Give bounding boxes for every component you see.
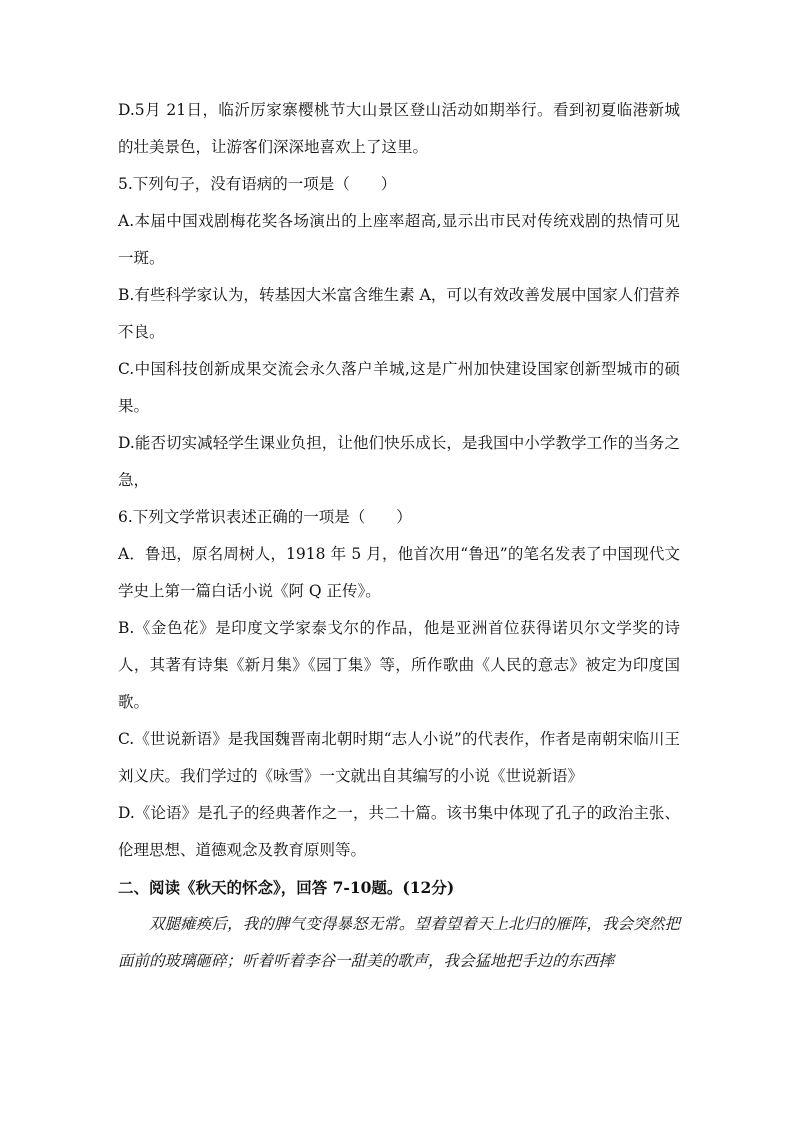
question-6: 6.下列文学常识表述正确的一项是（ ） bbox=[118, 508, 412, 526]
option-d-q5: D.能否切实减轻学生课业负担，让他们快乐成长，是我国中小学教学工作的当务之急， bbox=[118, 434, 680, 489]
option-b-q5: B.有些科学家认为，转基因大米富含维生素 A，可以有效改善发展中国家人们营养不良。 bbox=[118, 286, 680, 341]
question-5: 5.下列句子，没有语病的一项是（ ） bbox=[118, 175, 397, 193]
option-d-q4: D.5月 21日，临沂厉家寨樱桃节大山景区登山活动如期举行。看到初夏临港新城的壮美景色，让游客们深深地喜欢上了这里。 bbox=[118, 101, 680, 156]
option-c-q5: C.中国科技创新成果交流会永久落户羊城,这是广州加快建设国家创新型城市的硕果。 bbox=[118, 360, 680, 415]
reading-excerpt: 双腿瘫痪后，我的脾气变得暴怒无常。望着望着天上北归的雁阵，我会突然把面前的玻璃砸碎；听着听着李谷一甜美的歌声，我会猛地把手边的东西摔 bbox=[118, 915, 680, 970]
option-a-q5: A.本届中国戏剧梅花奖各场演出的上座率超高,显示出市民对传统戏剧的热情可见一斑。 bbox=[118, 212, 680, 267]
option-b-q6: B.《金色花》是印度文学家泰戈尔的作品，他是亚洲首位获得诺贝尔文学奖的诗人，其著有诗集《新月集》《园丁集》等，所作歌曲《人民的意志》被定为印度国歌。 bbox=[118, 619, 680, 711]
document-page bbox=[118, 92, 680, 980]
option-a-q6: A．鲁迅，原名周树人，1918 年 5 月，他首次用“鲁迅”的笔名发表了中国现代文学史上第一篇白话小说《阿 Q 正传》。 bbox=[118, 545, 680, 600]
section-heading: 二、阅读《秋天的怀念》，回答 7-10题。(12分) bbox=[118, 878, 455, 897]
option-d-q6: D.《论语》是孔子的经典著作之一，共二十篇。该书集中体现了孔子的政治主张、伦理思想、道德观念及教育原则等。 bbox=[118, 804, 680, 859]
option-c-q6: C.《世说新语》是我国魏晋南北朝时期“志人小说”的代表作，作者是南朝宋临川王刘义庆。我们学过的《咏雪》一文就出自其编写的小说《世说新语》 bbox=[118, 730, 680, 785]
